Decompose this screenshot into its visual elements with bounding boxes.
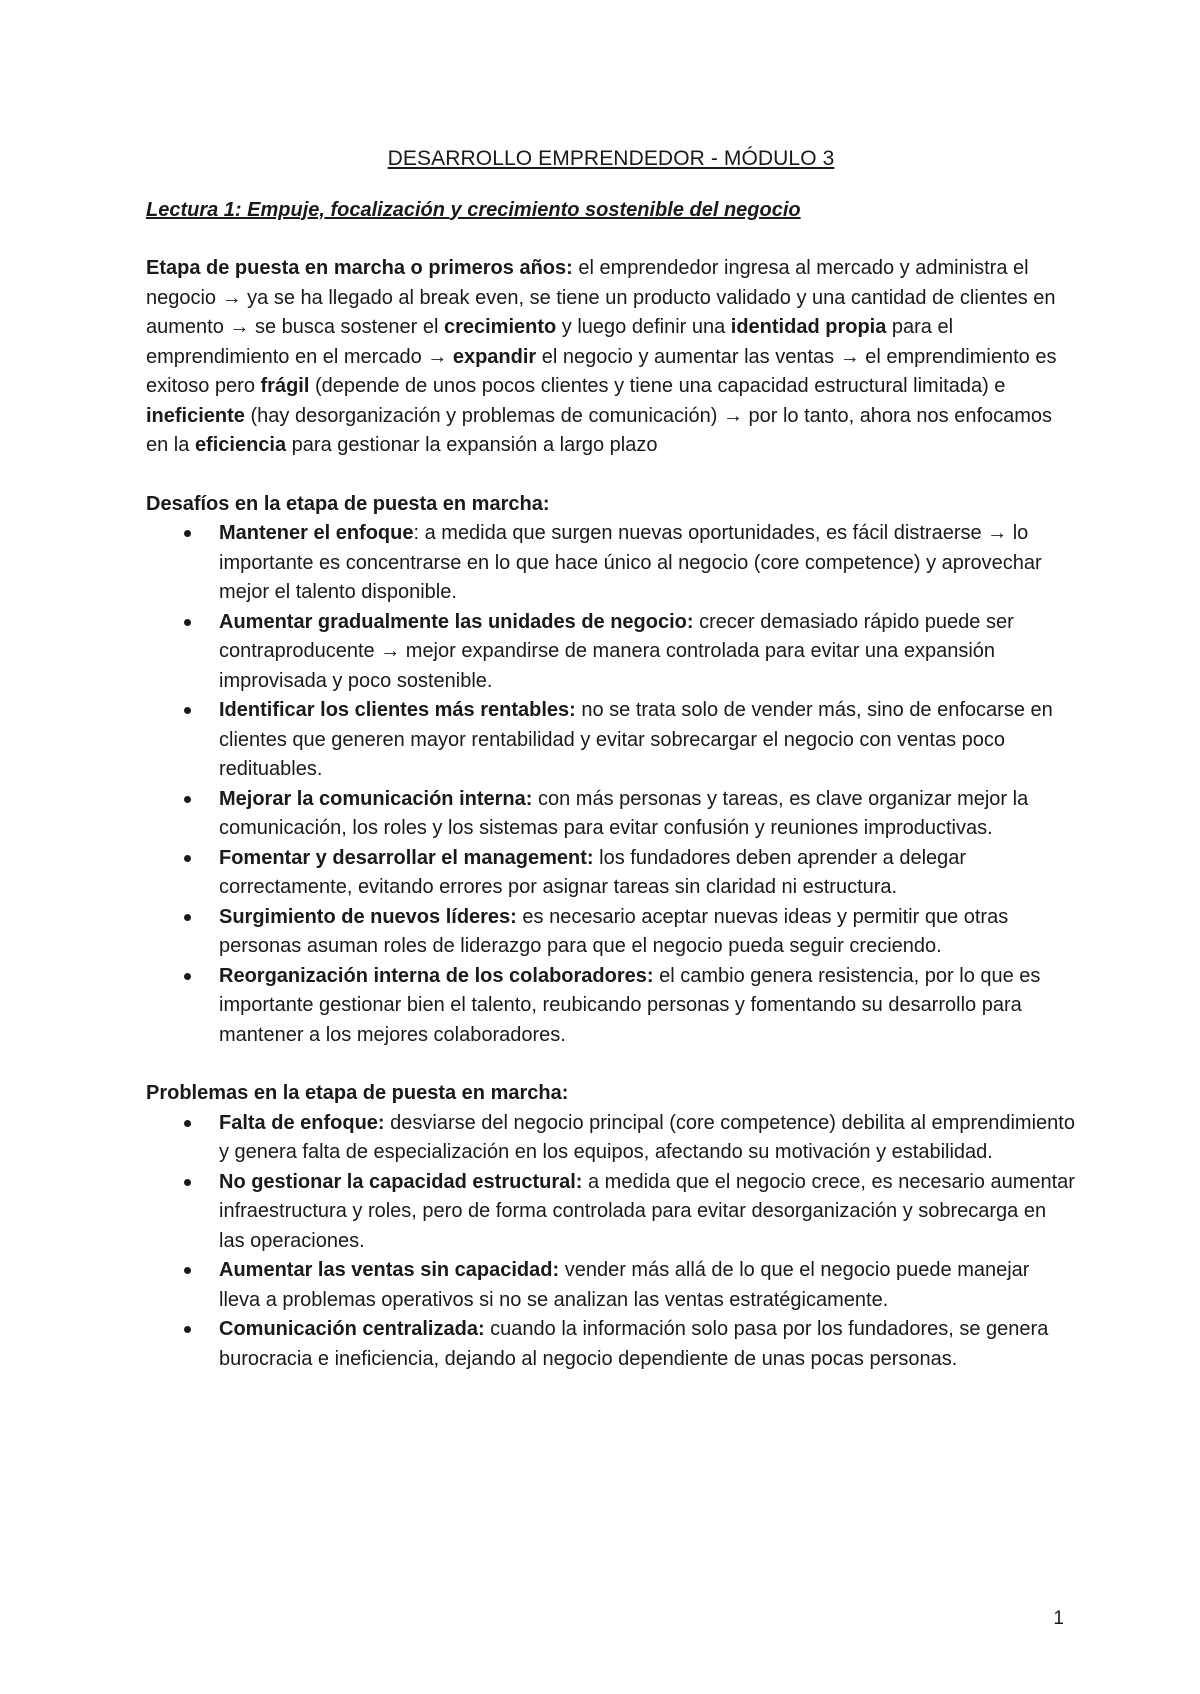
list-item-text: a medida que el negocio crece, es necesario aumentar infraestructura y roles, pero de forma controlada para evitar desorganización y sobrecarga en las operaciones. (219, 1170, 1075, 1252)
reading-title: Lectura 1: Empuje, focalización y crecimiento sostenible del negocio (146, 198, 801, 221)
list-item (219, 1315, 1076, 1374)
list-item-term: Comunicación centralizada: (219, 1318, 485, 1340)
list-item (219, 844, 1076, 903)
list-item (219, 1256, 1076, 1315)
list-item-term: Mejorar la comunicación interna: (219, 787, 533, 810)
intro-paragraph (146, 254, 1076, 461)
intro-text-5: (depende de unos pocos clientes y tiene una capacidad estructural limitada) e (309, 375, 1006, 397)
list-item-text: el cambio genera resistencia, por lo que es importante gestionar bien el talento, reubicando personas y fomentando su desarrollo para mantener a los mejores colaboradores. (219, 964, 1041, 1046)
intro-bold-2: identidad propia (730, 316, 887, 338)
list-item-term: Reorganización interna de los colaboradores: (219, 964, 654, 987)
intro-text-1: el emprendedor ingresa al mercado y administra el negocio → ya se ha llegado al break even, se tiene un producto validado y una cantidad de clientes en aumento → se busca sostener el (146, 257, 1056, 338)
intro-text-7: para gestionar la expansión a largo plazo (286, 434, 658, 456)
list-item (219, 962, 1076, 1051)
list-item (219, 785, 1076, 844)
list-item (219, 696, 1076, 785)
list-item-term: Falta de enfoque: (219, 1111, 385, 1134)
list-item-text: : a medida que surgen nuevas oportunidades, es fácil distraerse → lo importante es concentrarse en lo que hace único al negocio (core competence) y aprovechar mejor el talento disponible. (219, 522, 1042, 603)
list-item-text: vender más allá de lo que el negocio puede manejar lleva a problemas operativos si no se analizan las ventas estratégicamente. (219, 1259, 1030, 1311)
intro-text-2: y luego definir una (556, 316, 731, 338)
list-item (219, 608, 1076, 697)
problems-list (146, 1109, 1076, 1375)
intro-text-4: el negocio y aumentar las ventas → el emprendimiento es exitoso pero (146, 345, 1057, 397)
list-item-term: Identificar los clientes más rentables: (219, 699, 576, 721)
list-item-term: Aumentar las ventas sin capacidad: (219, 1259, 560, 1281)
list-item-term: No gestionar la capacidad estructural: (219, 1170, 583, 1193)
intro-bold-1: crecimiento (443, 316, 557, 338)
list-item-text: los fundadores deben aprender a delegar correctamente, evitando errores por asignar tareas sin claridad ni estructura. (219, 846, 967, 898)
intro-bold-5: ineficiente (146, 404, 245, 427)
list-item-text: es necesario aceptar nuevas ideas y permitir que otras personas asuman roles de liderazgo para que el negocio pueda seguir creciendo. (219, 905, 1009, 957)
intro-bold-4: frágil (260, 375, 310, 397)
list-item-term: Fomentar y desarrollar el management: (219, 846, 594, 869)
challenges-heading: Desafíos en la etapa de puesta en marcha: (146, 492, 550, 515)
list-item-text: cuando la información solo pasa por los fundadores, se genera burocracia e ineficiencia, dejando al negocio dependiente de unas pocas personas. (219, 1318, 1049, 1370)
intro-text-3: para el emprendimiento en el mercado → (146, 316, 954, 368)
intro-text-6: (hay desorganización y problemas de comunicación) → por lo tanto, ahora nos enfocamos en la (146, 404, 1053, 456)
challenges-list (146, 519, 1076, 1050)
list-item-text: desviarse del negocio principal (core competence) debilita al emprendimiento y genera falta de especialización en los equipos, afectando su motivación y estabilidad. (219, 1111, 1075, 1163)
list-item (219, 1109, 1076, 1168)
intro-lead: Etapa de puesta en marcha o primeros años: (146, 257, 573, 279)
intro-bold-3: expandir (452, 345, 537, 368)
list-item (219, 519, 1076, 608)
list-item (219, 1168, 1076, 1257)
page-number: 1 (1053, 1608, 1064, 1629)
list-item-text: no se trata solo de vender más, sino de enfocarse en clientes que generen mayor rentabilidad y evitar sobrecargar el negocio con ventas poco redituables. (219, 699, 1053, 780)
list-item-text: con más personas y tareas, es clave organizar mejor la comunicación, los roles y los sistemas para evitar confusión y reuniones improductivas. (219, 787, 1029, 839)
document-title: DESARROLLO EMPRENDEDOR - MÓDULO 3 (387, 147, 835, 170)
list-item-term: Mantener el enfoque (219, 522, 414, 544)
list-item-term: Aumentar gradualmente las unidades de negocio: (219, 610, 694, 633)
list-item-text: crecer demasiado rápido puede ser contraproducente → mejor expandirse de manera controlada para evitar una expansión improvisada y poco sostenible. (219, 610, 1014, 692)
problems-heading: Problemas en la etapa de puesta en marcha: (146, 1082, 569, 1104)
list-item-term: Surgimiento de nuevos líderes: (219, 905, 517, 928)
intro-bold-6: eficiencia (194, 434, 287, 456)
list-item (219, 903, 1076, 962)
page-content (146, 136, 1076, 1374)
